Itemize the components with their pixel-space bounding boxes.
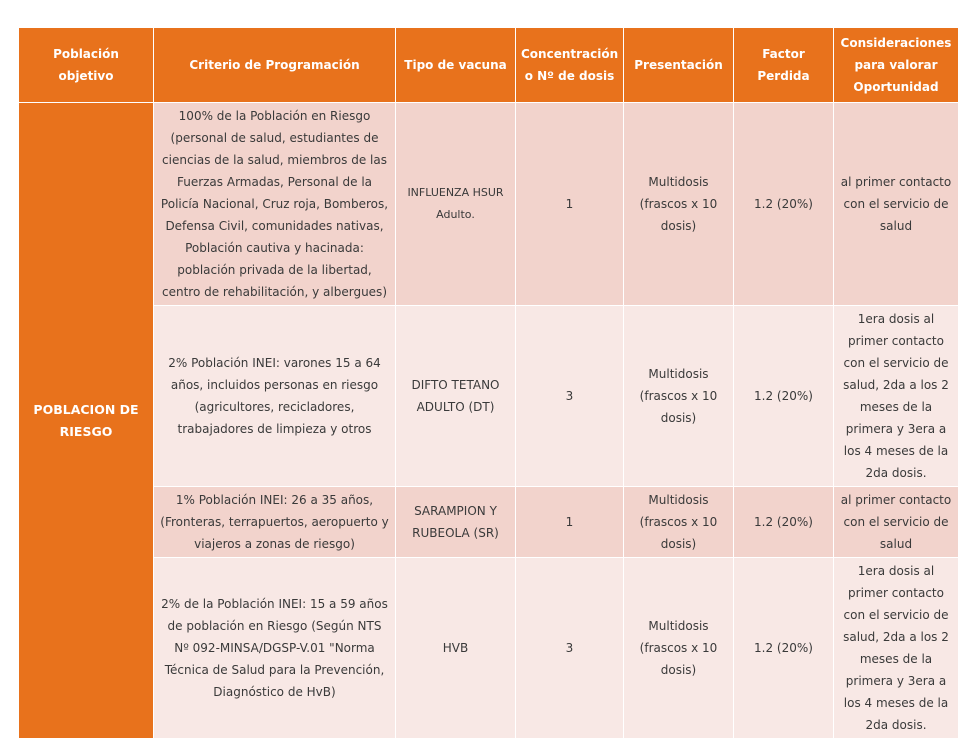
header-row <box>19 28 959 103</box>
table-row <box>19 487 959 558</box>
cell-factor: 1.2 (20%) <box>734 103 834 306</box>
cell-dosis: 1 <box>516 103 624 306</box>
cell-dosis: 3 <box>516 306 624 487</box>
cell-vacuna: INFLUENZA HSUR Adulto. <box>396 103 516 306</box>
cell-criterio: 2% Población INEI: varones 15 a 64 años, incluidos personas en riesgo (agricultores, recicladores, trabajadores de limpieza y otros <box>154 306 396 487</box>
cell-criterio: 100% de la Población en Riesgo (personal de salud, estudiantes de ciencias de la salud, miembros de las Fuerzas Armadas, Personal de la Policía Nacional, Cruz roja, Bomberos, Defensa Civil, comunidades nativas, Población cautiva y hacinada: población privada de la libertad, centro de rehabilitación, y albergues) <box>154 103 396 306</box>
cell-consideraciones: 1era dosis al primer contacto con el servicio de salud, 2da a los 2 meses de la primera y 3era a los 4 meses de la 2da dosis. <box>834 306 959 487</box>
cell-vacuna: DIFTO TETANO ADULTO (DT) <box>396 306 516 487</box>
cell-presentacion: Multidosis (frascos x 10 dosis) <box>624 558 734 739</box>
header-tipo-vacuna: Tipo de vacuna <box>396 28 516 103</box>
header-consideraciones: Consideraciones para valorar Oportunidad <box>834 28 959 103</box>
header-poblacion-objetivo: Población objetivo <box>19 28 154 103</box>
cell-factor: 1.2 (20%) <box>734 558 834 739</box>
cell-criterio: 1% Población INEI: 26 a 35 años, (Fronteras, terrapuertos, aeropuerto y viajeros a zonas de riesgo) <box>154 487 396 558</box>
cell-presentacion: Multidosis (frascos x 10 dosis) <box>624 103 734 306</box>
header-factor-perdida: Factor Perdida <box>734 28 834 103</box>
cell-factor: 1.2 (20%) <box>734 306 834 487</box>
table-row <box>19 103 959 306</box>
cell-consideraciones: al primer contacto con el servicio de salud <box>834 103 959 306</box>
vaccination-programming-table <box>18 27 959 739</box>
cell-consideraciones: 1era dosis al primer contacto con el servicio de salud, 2da a los 2 meses de la primera y 3era a los 4 meses de la 2da dosis. <box>834 558 959 739</box>
cell-consideraciones: al primer contacto con el servicio de salud <box>834 487 959 558</box>
header-presentacion: Presentación <box>624 28 734 103</box>
cell-dosis: 1 <box>516 487 624 558</box>
header-concentracion-dosis: Concentración o Nº de dosis <box>516 28 624 103</box>
group-label-poblacion-riesgo: POBLACION DE RIESGO <box>19 103 154 739</box>
cell-vacuna: HVB <box>396 558 516 739</box>
cell-presentacion: Multidosis (frascos x 10 dosis) <box>624 487 734 558</box>
vaccination-table-frame <box>18 27 958 732</box>
cell-criterio: 2% de la Población INEI: 15 a 59 años de población en Riesgo (Según NTS Nº 092-MINSA/DGSP-V.01 "Norma Técnica de Salud para la Prevención, Diagnóstico de HvB) <box>154 558 396 739</box>
cell-factor: 1.2 (20%) <box>734 487 834 558</box>
table-row <box>19 558 959 739</box>
cell-dosis: 3 <box>516 558 624 739</box>
header-criterio-programacion: Criterio de Programación <box>154 28 396 103</box>
cell-vacuna: SARAMPION Y RUBEOLA (SR) <box>396 487 516 558</box>
table-row <box>19 306 959 487</box>
cell-presentacion: Multidosis (frascos x 10 dosis) <box>624 306 734 487</box>
